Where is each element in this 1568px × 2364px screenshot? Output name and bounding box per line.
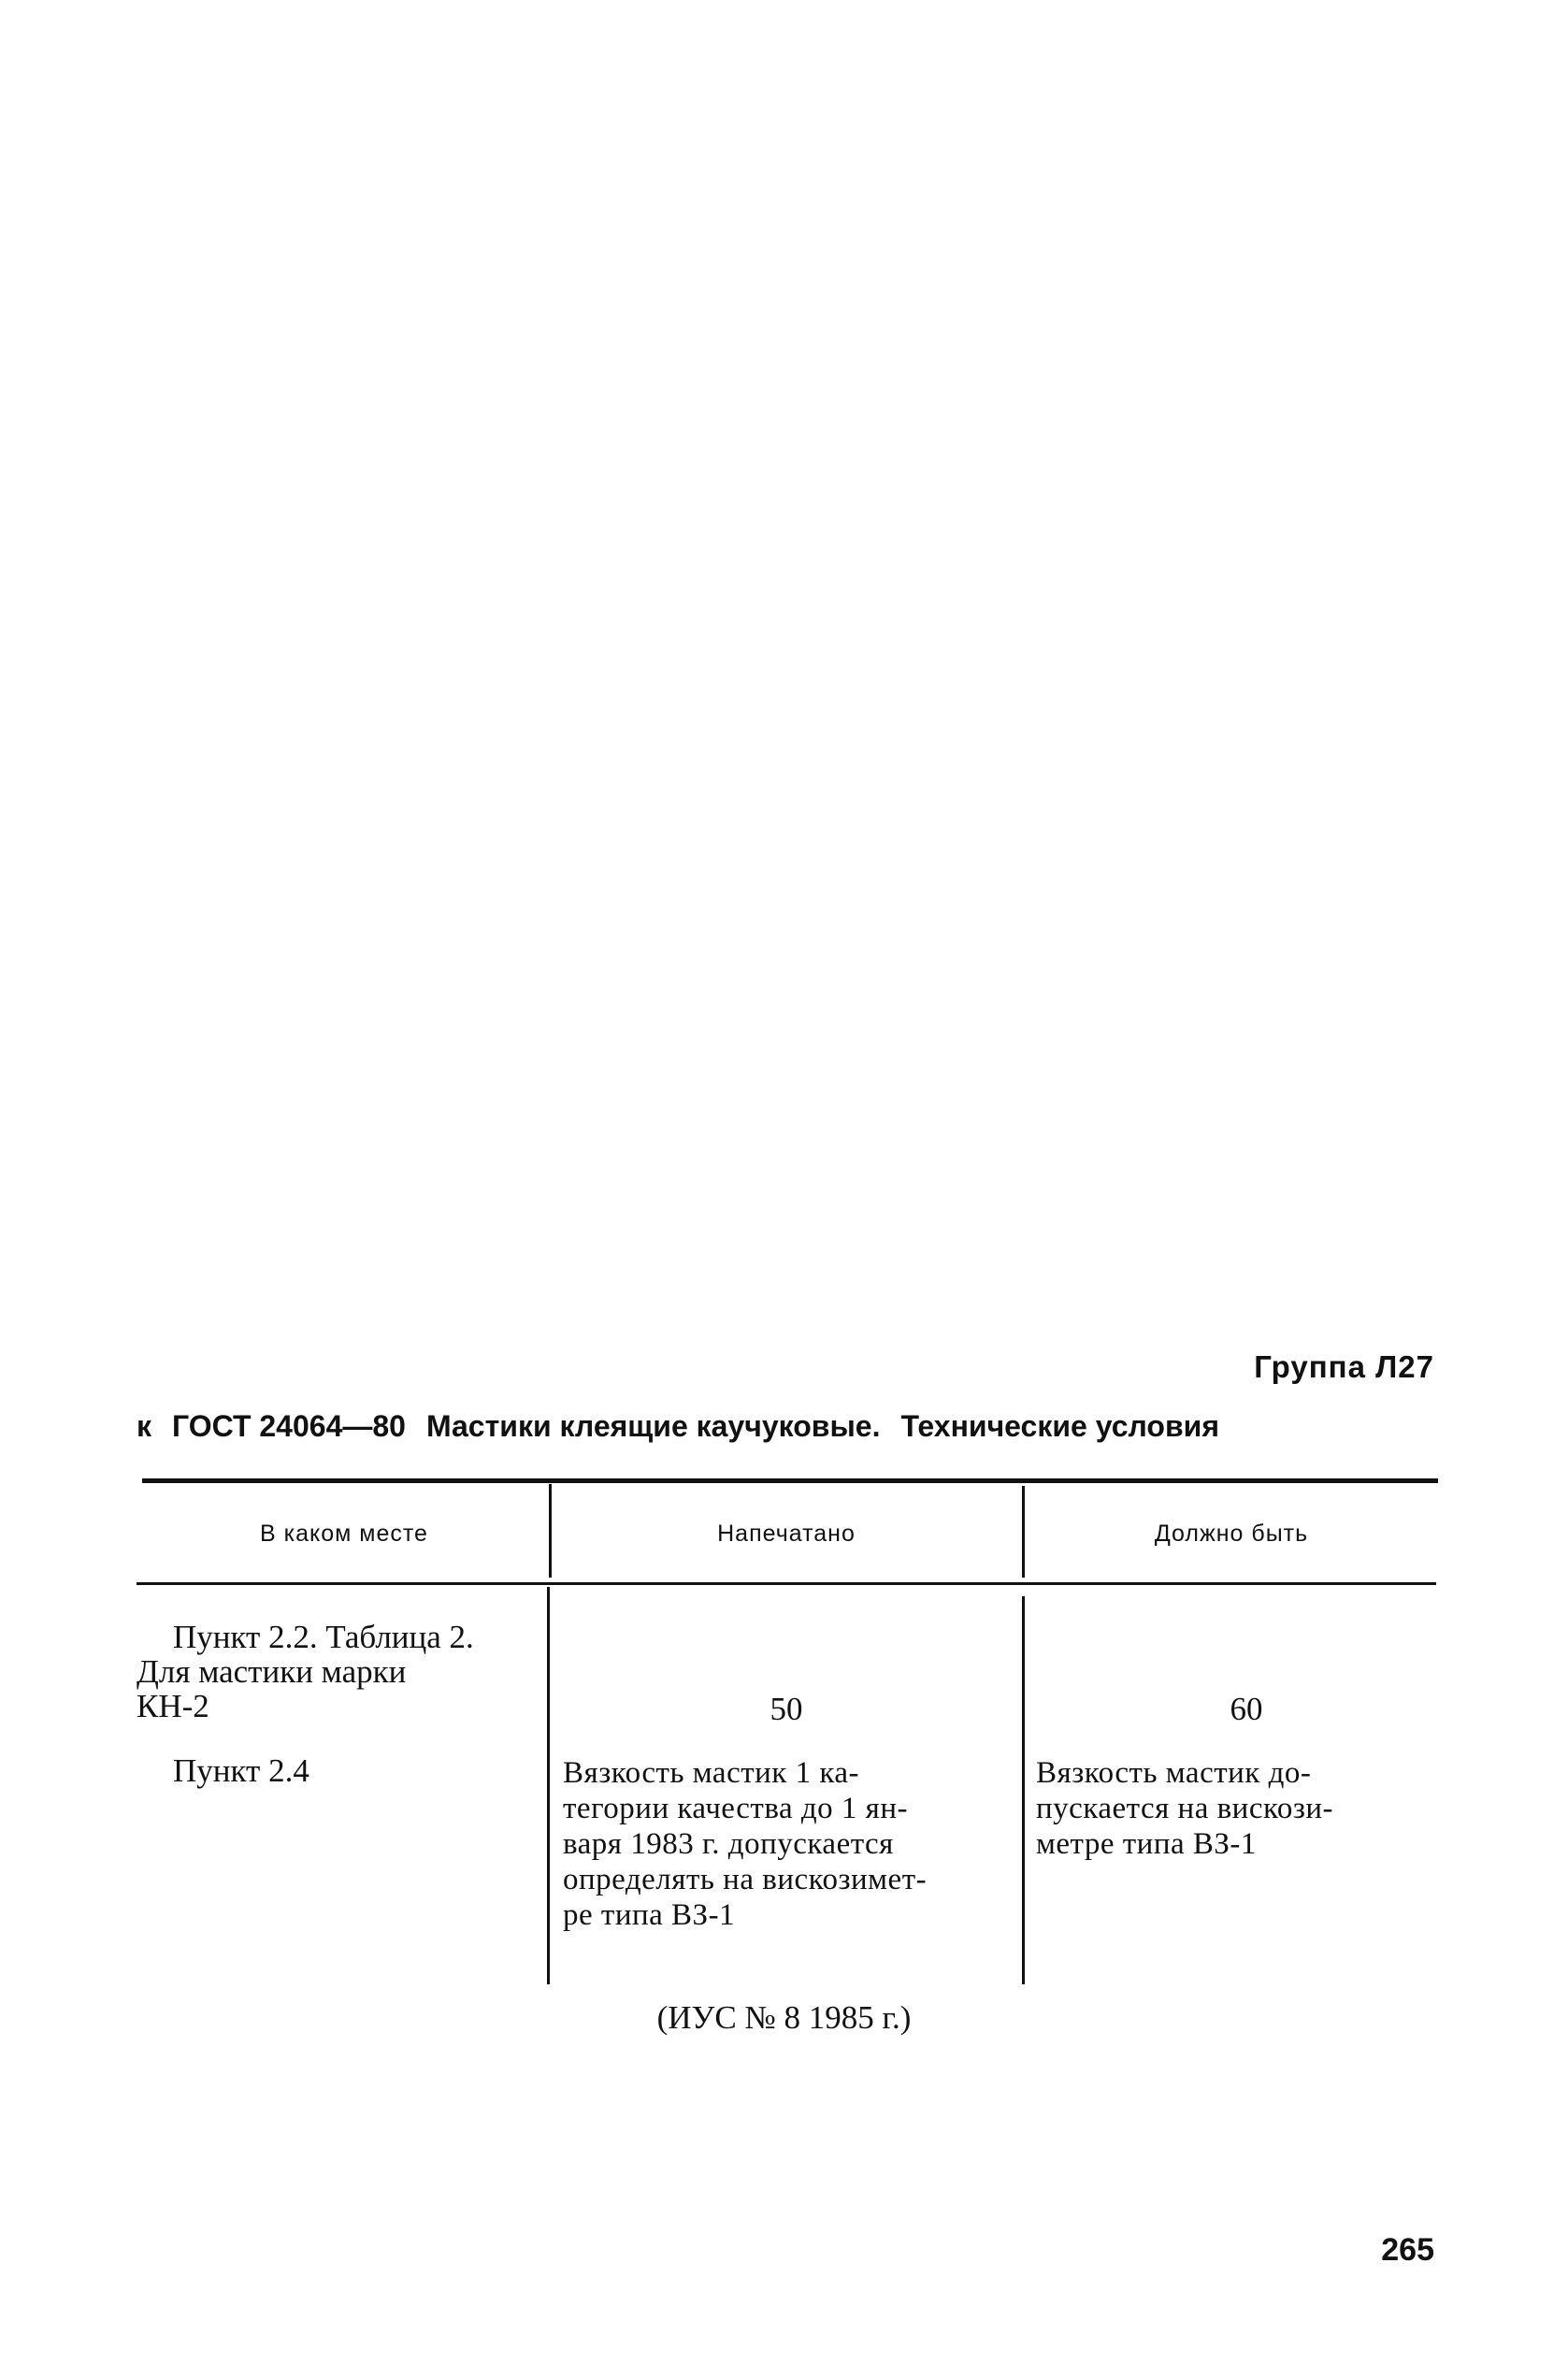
column-header-printed: Напечатано [717, 1521, 856, 1547]
row-2-should-be [1036, 1755, 1333, 1862]
row-2-should-be-line: Вязкость мастик до- [1036, 1756, 1312, 1790]
table-top-rule [142, 1478, 1438, 1483]
row-2-printed-line: варя 1983 г. допускается [563, 1827, 894, 1861]
amendment-reference: (ИУС № 8 1985 г.) [656, 1999, 912, 2036]
row-2-printed-line: определять на вискозимет- [563, 1863, 928, 1896]
document-title [137, 1409, 1343, 1444]
body-divider-1 [547, 1587, 550, 1984]
body-divider-2 [1022, 1596, 1025, 1984]
row-1-location-line: Для мастики марки [137, 1653, 407, 1690]
row-2-should-be-line: пускается на вискози- [1036, 1792, 1334, 1825]
row-1-printed: 50 [770, 1691, 803, 1727]
header-divider-1 [549, 1484, 552, 1578]
row-2-printed-line: Вязкость мастик 1 ка- [563, 1756, 860, 1790]
row-1-location-line: Пункт 2.2. Таблица 2. [173, 1619, 474, 1655]
title-standard: ГОСТ 24064—80 [172, 1409, 406, 1443]
row-1-should-be: 60 [1230, 1691, 1263, 1727]
row-2-should-be-line: метре типа ВЗ-1 [1036, 1827, 1257, 1861]
page-number: 265 [1381, 2232, 1434, 2268]
table-header-rule [137, 1582, 1436, 1585]
row-2-printed-line: ре типа ВЗ-1 [563, 1898, 736, 1932]
column-header-location: В каком месте [260, 1521, 428, 1547]
header-divider-2 [1022, 1486, 1025, 1578]
group-label: Группа Л27 [1254, 1349, 1434, 1384]
title-name: Мастики клеящие каучуковые. [425, 1409, 881, 1443]
row-2-printed [563, 1755, 927, 1933]
row-1-location [137, 1620, 474, 1723]
row-2-location: Пункт 2.4 [173, 1752, 309, 1789]
title-prefix: к [137, 1409, 152, 1443]
column-header-should-be: Должно быть [1154, 1521, 1309, 1547]
row-2-printed-line: тегории качества до 1 ян- [563, 1792, 909, 1825]
row-1-location-line: КН-2 [137, 1688, 209, 1724]
title-suffix: Технические условия [900, 1409, 1219, 1443]
